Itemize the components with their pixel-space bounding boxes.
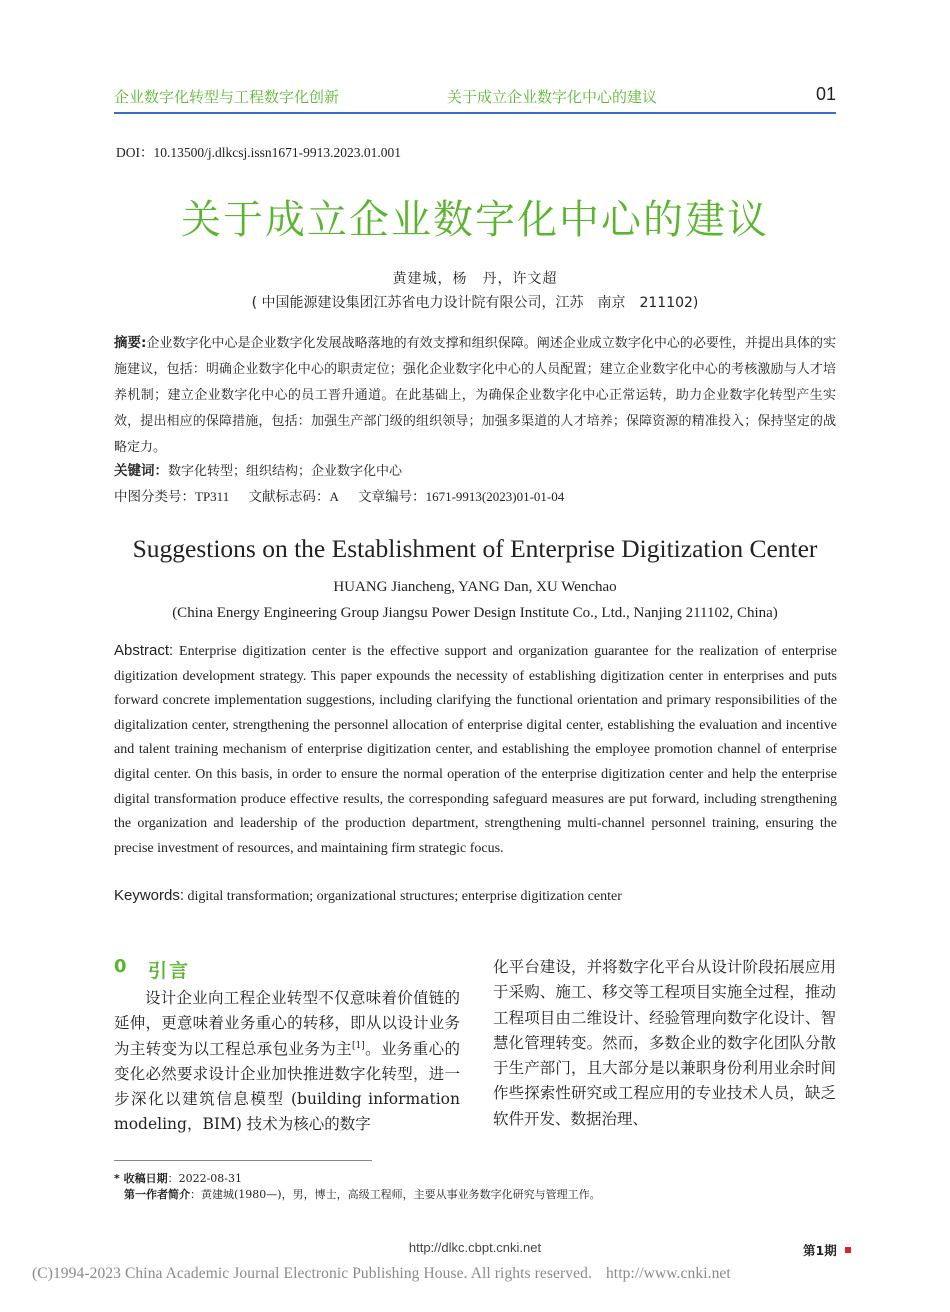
received-value: ：2022-08-31: [167, 1172, 243, 1185]
title-cn: 关于成立企业数字化中心的建议: [181, 197, 769, 243]
keywords-cn-text: 数字化转型；组织结构；企业数字化中心: [168, 464, 403, 479]
authors-en: HUANG Jiancheng, YANG Dan, XU Wenchao: [333, 579, 617, 595]
footer-issue: 第1期: [803, 1243, 837, 1258]
copyright-line: [32, 1265, 731, 1283]
copyright-text: (C)1994-2023 China Academic Journal Electronic Publishing House. All rights reserved.: [32, 1265, 592, 1282]
abstract-cn-label: 摘要:: [114, 335, 147, 351]
received-label: * 收稿日期: [114, 1172, 168, 1185]
keywords-en: [114, 887, 622, 905]
article-no-value: 1671-9913(2023)01-01-04: [425, 489, 565, 504]
copyright-url[interactable]: http://www.cnki.net: [605, 1265, 731, 1282]
keywords-cn: [114, 459, 402, 479]
footnote-author: [124, 1186, 601, 1202]
doi: DOI：10.13500/j.dlkcsj.issn1671-9913.2023.01.001: [116, 145, 401, 160]
footnote-received: [114, 1170, 242, 1186]
author-bio-value: ：黄建城(1980—)，男，博士，高级工程师，主要从事业务数字化研究与管理工作。: [190, 1188, 601, 1201]
page-number: 01: [815, 84, 836, 104]
body-left-text-b: 。业务重心的变化必然要求设计企业加快推进数字化转型，进一步深化以建筑信息模型 (building information modeling，BIM) 技术为核心的数字: [114, 1039, 460, 1134]
reference-marker[interactable]: [1]: [352, 1040, 365, 1051]
running-header-journal: 企业数字化转型与工程数字化创新: [114, 88, 340, 106]
abstract-en-label: Abstract:: [114, 642, 174, 659]
keywords-en-label: Keywords:: [114, 887, 185, 904]
body-left-text-a: 设计企业向工程企业转型不仅意味着价值链的延伸，更意味着业务重心的转移，即从以设计业务为主转变为以工程总承包业务为主: [114, 989, 460, 1058]
affiliation-en: (China Energy Engineering Group Jiangsu Power Design Institute Co., Ltd., Nanjing 211102, China): [172, 605, 778, 621]
title-en: Suggestions on the Establishment of Enterprise Digitization Center: [132, 534, 818, 563]
header-rule: [114, 112, 836, 114]
footnote-rule: [114, 1160, 372, 1161]
doc-code-value: A: [329, 489, 339, 504]
keywords-cn-label: 关键词：: [114, 463, 168, 479]
body-right-column: 化平台建设，并将数字化平台从设计阶段拓展应用于采购、施工、移交等工程项目实施全过程，推动工程项目由二维设计、经验管理向数字化设计、智慧化管理转变。然而，多数企业的数字化团队分散于生产部门，且大部分是以兼职身份利用业余时间作些探索性研究或工程应用的专业技术人员，缺乏软件开发、数据治理、: [493, 958, 836, 1128]
footer-square-icon: [845, 1247, 851, 1253]
running-header-title: 关于成立企业数字化中心的建议: [447, 88, 658, 106]
classification-line: [114, 485, 564, 505]
author-bio-label: 第一作者简介: [124, 1188, 190, 1201]
abstract-cn: [114, 330, 836, 461]
article-no-label: 文章编号：: [358, 489, 426, 505]
abstract-cn-text: 企业数字化中心是企业数字化发展战略落地的有效支撑和组织保障。阐述企业成立数字化中心的必要性，并提出具体的实施建议，包括：明确企业数字化中心的职责定位；强化企业数字化中心的人员配置；建立企业数字化中心的考核激励与人才培养机制；建立企业数字化中心的员工晋升通道。在此基础上，为确保企业数字化中心正常运转，助力企业数字化转型产生实效，提出相应的保障措施，包括：加强生产部门级的组织领导；加强多渠道的人才培养；保障资源的精准投入；保持坚定的战略定力。: [114, 336, 836, 455]
body-left-column: [114, 986, 460, 1138]
section-title: 引言: [148, 960, 191, 982]
keywords-en-text: digital transformation; organizational structures; enterprise digitization center: [187, 889, 622, 904]
abstract-en: [114, 639, 837, 861]
clc-label: 中图分类号：: [114, 489, 195, 505]
clc-value: TP311: [195, 489, 230, 504]
affiliation-cn: ( 中国能源建设集团江苏省电力设计院有限公司，江苏 南京 211102): [251, 295, 699, 311]
section-number: 0: [114, 956, 127, 977]
abstract-en-text: Enterprise digitization center is the effective support and organization guarantee for the realization of enterprise digitization development strategy. This paper expounds the necessity of establishing digitization center in enterprises and puts forward concrete implementation suggestions, including clarifying the functional orientation and primary responsibilities of the digitalization center, strengthening the personnel allocation of enterprise digital center, establishing the evaluation and incentive and talent training mechanism of enterprise digitization center, and establishing the employee promotion channel of enterprise digital center. On this basis, in order to ensure the normal operation of the enterprise digitization center and help the enterprise digital transformation produce effective results, the corresponding safeguard measures are put forward, including strengthening the organization and leadership of the production department, strengthening multi-channel personnel training, ensuring the precise investment of resources, and maintaining firm strategic focus.: [114, 644, 838, 856]
doc-code-label: 文献标志码：: [248, 489, 330, 505]
authors-cn: 黄建城，杨 丹，许文超: [392, 271, 558, 287]
footer-url[interactable]: http://dlkc.cbpt.cnki.net: [408, 1240, 542, 1255]
